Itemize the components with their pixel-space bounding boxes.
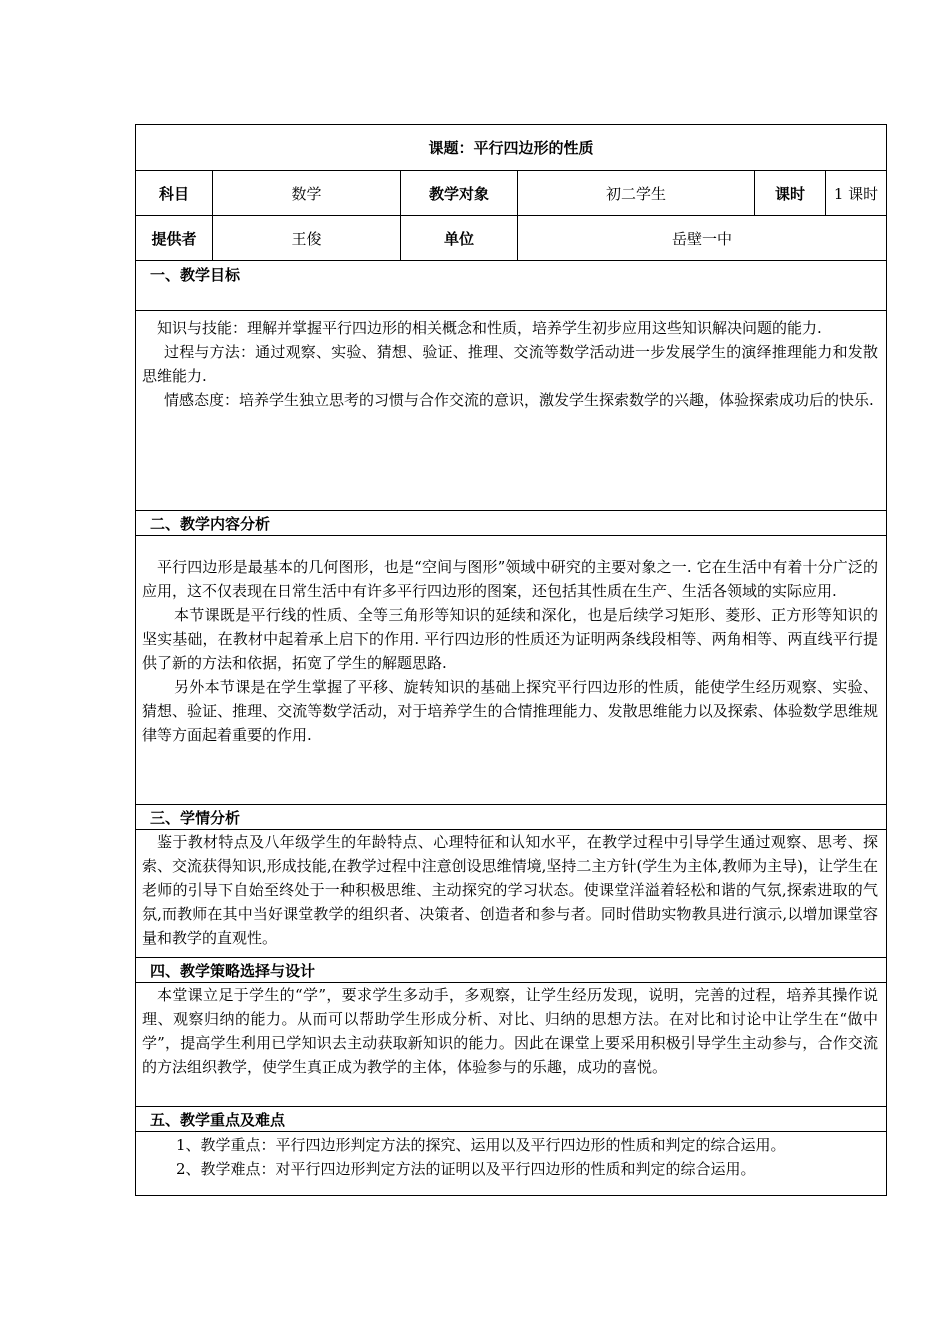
section-2-paragraph: 另外本节课是在学生掌握了平移、旋转知识的基础上探究平行四边形的性质，能使学生经历观察、实验、猜想、验证、推理、交流等数学活动，对于培养学生的合情推理能力、发散思维能力以及探索、体验数学思维规律等方面起着重要的作用.: [142, 678, 878, 744]
subject-label: 科目: [136, 171, 213, 215]
section-2-paragraph: 本节课既是平行线的性质、全等三角形等知识的延续和深化，也是后续学习矩形、菱形、正方形等知识的坚实基础，在教材中起着承上启下的作用. 平行四边形的性质还为证明两条线段相等、两角相等、两直线平行提供了新的方法和依据，拓宽了学生的解题思路.: [142, 606, 878, 672]
unit-value: 岳壁一中: [671, 229, 732, 248]
subject-value: 数学: [213, 171, 401, 215]
section-2-paragraph: 平行四边形是最基本的几何图形，也是“空间与图形”领域中研究的主要对象之一. 它在生活中有着十分广泛的应用，这不仅表现在日常生活中有许多平行四边形的图案，还包括其性质在生产、生活各领域的实际应用.: [142, 558, 878, 600]
audience-label: 教学对象: [401, 171, 518, 215]
section-5-paragraph: 2、教学难点：对平行四边形判定方法的证明以及平行四边形的性质和判定的综合运用。: [176, 1160, 756, 1178]
section-1-paragraph: 过程与方法：通过观察、实验、猜想、验证、推理、交流等数学活动进一步发展学生的演绎推理能力和发散思维能力.: [142, 343, 878, 385]
section-3-paragraph: 鉴于教材特点及八年级学生的年龄特点、心理特征和认知水平，在教学过程中引导学生通过观察、思考、探索、交流获得知识,形成技能,在教学过程中注意创设思维情境,坚持二主方针(学生为主体,教师为主导)，让学生在老师的引导下自始至终处于一种积极思维、主动探究的学习状态。使课堂洋溢着轻松和谐的气氛,探索进取的气氛,而教师在其中当好课堂教学的组织者、决策者、创造者和参与者。同时借助实物教具进行演示,以增加课堂容量和教学的直观性。: [142, 833, 878, 947]
section-1-paragraph: 情感态度：培养学生独立思考的习惯与合作交流的意识，激发学生探索数学的兴趣，体验探索成功后的快乐.: [164, 391, 874, 409]
provider-value: 王俊: [213, 216, 401, 260]
unit-label: 单位: [401, 216, 518, 260]
section-1-body: [136, 311, 886, 511]
lesson-plan-table: [135, 124, 887, 1196]
section-3-heading: 三、学情分析: [136, 805, 886, 830]
section-4-paragraph: 本堂课立足于学生的“学”，要求学生多动手，多观察，让学生经历发现，说明，完善的过程，培养其操作说理、观察归纳的能力。从而可以帮助学生形成分析、对比、归纳的思想方法。在对比和讨论中让学生在“做中学”，提高学生利用已学知识去主动获取新知识的能力。因此在课堂上要采用积极引导学生主动参与，合作交流的方法组织教学，使学生真正成为教学的主体，体验参与的乐趣，成功的喜悦。: [142, 986, 878, 1076]
audience-value: 初二学生: [518, 171, 755, 215]
lesson-title: 课题：平行四边形的性质: [136, 125, 886, 171]
section-2-heading: 二、教学内容分析: [136, 511, 886, 536]
section-5-body: [136, 1132, 886, 1195]
section-1-heading: 一、教学目标: [136, 261, 886, 311]
section-5-heading: 五、教学重点及难点: [136, 1107, 886, 1132]
info-row-1: [136, 171, 886, 216]
provider-label: 提供者: [136, 216, 213, 260]
hours-value: 1 课时: [833, 184, 879, 203]
section-1-paragraph: 知识与技能：理解并掌握平行四边形的相关概念和性质，培养学生初步应用这些知识解决问题的能力.: [157, 319, 822, 337]
info-row-2: [136, 216, 886, 261]
section-4-heading: 四、教学策略选择与设计: [136, 958, 886, 983]
hours-label: 课时: [755, 171, 826, 215]
section-5-paragraph: 1、教学重点：平行四边形判定方法的探究、运用以及平行四边形的性质和判定的综合运用。: [176, 1136, 786, 1154]
section-3-body: [136, 830, 886, 958]
section-2-body: [136, 536, 886, 805]
section-4-body: [136, 983, 886, 1107]
